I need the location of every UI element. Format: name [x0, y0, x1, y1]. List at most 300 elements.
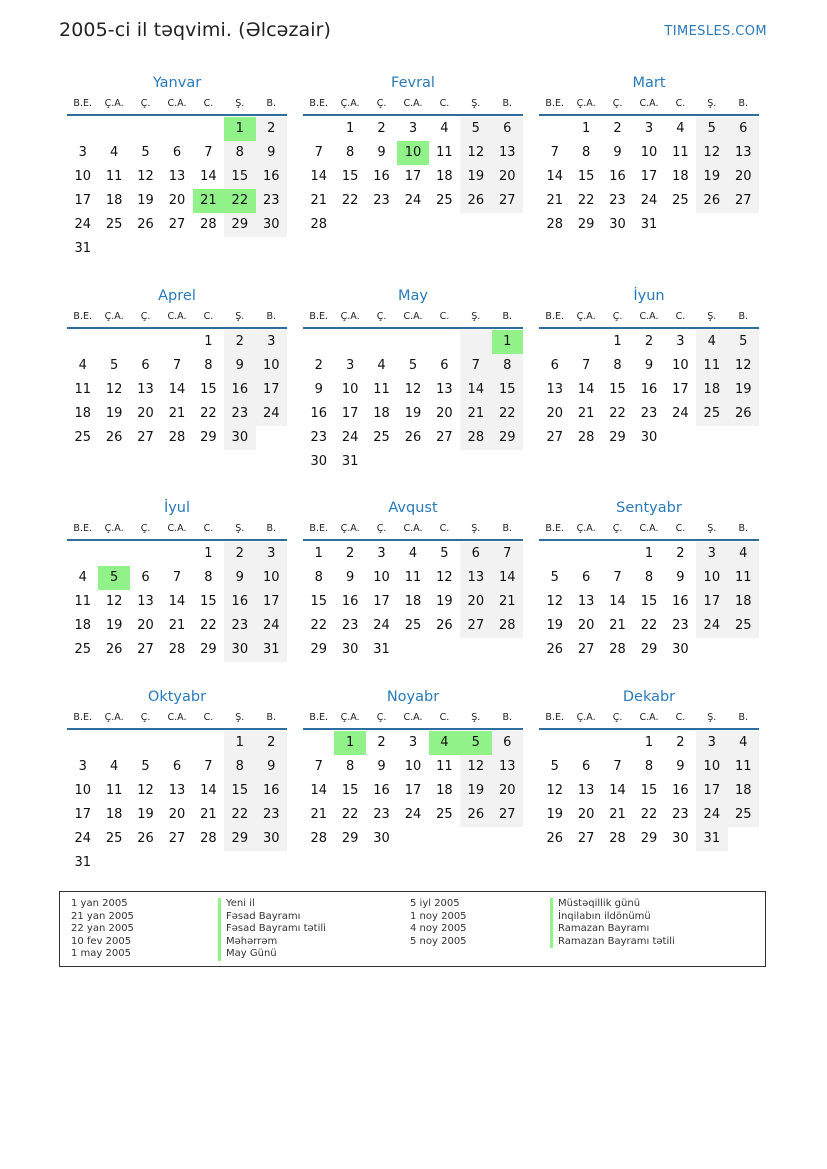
- day-cell: 8: [345, 145, 355, 160]
- day-cell: 31: [74, 241, 91, 256]
- day-cell: 11: [436, 759, 453, 774]
- day-cell: 21: [492, 590, 523, 614]
- weekday-label: B.E.: [309, 712, 328, 723]
- empty-cell: [539, 731, 570, 755]
- day-cell: 22: [341, 193, 359, 208]
- empty-cell: [570, 542, 601, 566]
- weekday-label: C.A.: [639, 98, 659, 109]
- day-cell: 29: [492, 426, 523, 450]
- day-cell: 6: [141, 570, 150, 585]
- day-cell: 30: [224, 638, 255, 662]
- legend-date: 5 iyl 2005: [410, 898, 460, 909]
- day-cell: 21: [609, 618, 626, 633]
- legend-dates: [410, 898, 467, 948]
- day-cell: 1: [581, 121, 591, 136]
- day-cell: 31: [373, 642, 390, 657]
- day-grid: [303, 329, 523, 474]
- day-cell: 3: [78, 759, 87, 774]
- month-4: [67, 285, 287, 450]
- weekday-label: B.E.: [309, 523, 328, 534]
- day-cell: 5: [728, 330, 759, 354]
- day-cell: 16: [373, 783, 390, 798]
- day-cell: 14: [200, 169, 217, 184]
- day-cell: 18: [728, 590, 759, 614]
- day-cell: 25: [74, 430, 91, 445]
- day-cell: 19: [460, 165, 491, 189]
- day-cell: 30: [609, 217, 626, 232]
- empty-cell: [429, 330, 460, 354]
- weekday-label: Ş.: [471, 712, 481, 723]
- day-cell: 21: [200, 807, 217, 822]
- day-cell: 19: [436, 594, 453, 609]
- day-cell: 9: [377, 759, 386, 774]
- day-cell: 23: [341, 618, 359, 633]
- day-cell: 29: [577, 217, 595, 232]
- day-cell: 22: [640, 618, 658, 633]
- day-cell: 3: [345, 358, 355, 373]
- day-cell: 28: [168, 642, 186, 657]
- day-cell: 9: [256, 141, 287, 165]
- day-cell: 7: [314, 759, 323, 774]
- day-cell: 11: [728, 566, 759, 590]
- month-name: Aprel: [158, 288, 196, 304]
- day-cell: 17: [696, 590, 727, 614]
- day-cell: 17: [256, 590, 287, 614]
- day-cell: 18: [105, 807, 123, 822]
- empty-cell: [67, 542, 98, 566]
- weekday-label: B.E.: [73, 98, 92, 109]
- day-cell: 19: [460, 779, 491, 803]
- day-cell: 18: [672, 169, 689, 184]
- day-cell: 10: [373, 570, 390, 585]
- day-cell: 21: [577, 406, 595, 421]
- weekday-label: Ş.: [471, 311, 481, 322]
- day-cell: 21: [609, 807, 626, 822]
- empty-cell: [303, 731, 334, 755]
- day-cell: 30: [224, 426, 255, 450]
- day-cell: 1: [204, 546, 213, 561]
- empty-cell: [602, 542, 633, 566]
- day-cell: 29: [200, 430, 217, 445]
- day-cell: 15: [640, 783, 658, 798]
- weekday-label: Ç.A.: [104, 311, 124, 322]
- day-grid: [539, 116, 759, 237]
- weekday-label: Ç.A.: [340, 712, 360, 723]
- day-cell: 30: [256, 213, 287, 237]
- day-cell: 13: [168, 783, 186, 798]
- empty-cell: [570, 330, 601, 354]
- holiday-day-cell: 5: [98, 566, 129, 590]
- day-cell: 6: [550, 358, 559, 373]
- weekday-label: C.: [203, 712, 214, 723]
- day-grid: [539, 541, 759, 662]
- day-cell: 10: [696, 566, 727, 590]
- day-cell: 24: [373, 618, 390, 633]
- day-cell: 6: [581, 570, 591, 585]
- day-cell: 31: [341, 454, 359, 469]
- day-cell: 2: [256, 117, 287, 141]
- day-cell: 28: [492, 614, 523, 638]
- day-cell: 24: [256, 402, 287, 426]
- day-cell: 4: [78, 570, 87, 585]
- day-cell: 23: [640, 406, 658, 421]
- empty-cell: [67, 731, 98, 755]
- weekday-header: [67, 307, 287, 329]
- day-cell: 11: [373, 382, 390, 397]
- weekday-label: C.: [675, 523, 686, 534]
- day-cell: 27: [168, 217, 186, 232]
- day-cell: 14: [168, 382, 186, 397]
- empty-cell: [161, 330, 192, 354]
- month-9: [539, 497, 759, 662]
- day-cell: 20: [728, 165, 759, 189]
- day-cell: 23: [373, 193, 390, 208]
- day-cell: 23: [672, 807, 689, 822]
- day-cell: 22: [224, 803, 255, 827]
- day-cell: 2: [377, 121, 386, 136]
- day-cell: 26: [105, 430, 123, 445]
- day-cell: 17: [341, 406, 359, 421]
- day-cell: 20: [168, 193, 186, 208]
- day-cell: 28: [168, 430, 186, 445]
- month-name: Fevral: [391, 75, 435, 91]
- day-cell: 7: [613, 570, 622, 585]
- weekday-label: C.A.: [167, 311, 187, 322]
- empty-cell: [334, 330, 365, 354]
- day-cell: 9: [345, 570, 355, 585]
- day-cell: 18: [436, 783, 453, 798]
- day-cell: 12: [696, 141, 727, 165]
- weekday-label: Ç.A.: [340, 523, 360, 534]
- day-cell: 21: [168, 618, 186, 633]
- day-cell: 17: [672, 382, 689, 397]
- day-cell: 11: [728, 755, 759, 779]
- day-cell: 16: [609, 169, 626, 184]
- day-cell: 25: [105, 217, 123, 232]
- day-cell: 14: [460, 378, 491, 402]
- month-2: [303, 72, 523, 237]
- month-name: Sentyabr: [616, 500, 682, 516]
- day-cell: 14: [310, 169, 327, 184]
- weekday-label: B.E.: [73, 523, 92, 534]
- day-cell: 11: [404, 570, 422, 585]
- day-cell: 5: [109, 358, 119, 373]
- empty-cell: [161, 731, 192, 755]
- day-cell: 12: [105, 594, 123, 609]
- holiday-day-cell: 1: [492, 330, 523, 354]
- day-grid: [67, 541, 287, 662]
- day-cell: 11: [74, 382, 91, 397]
- day-cell: 20: [492, 779, 523, 803]
- day-cell: 22: [200, 406, 217, 421]
- weekday-label: C.A.: [167, 712, 187, 723]
- weekday-label: B.: [738, 98, 749, 109]
- day-cell: 6: [172, 759, 182, 774]
- day-cell: 24: [74, 831, 91, 846]
- day-cell: 27: [577, 642, 595, 657]
- day-cell: 25: [672, 193, 689, 208]
- day-cell: 11: [105, 783, 123, 798]
- day-cell: 17: [373, 594, 390, 609]
- month-8: [303, 497, 523, 662]
- empty-cell: [98, 117, 129, 141]
- month-1: [67, 72, 287, 261]
- weekday-label: Ç.: [140, 98, 151, 109]
- day-cell: 30: [256, 827, 287, 851]
- day-cell: 11: [436, 145, 453, 160]
- day-cell: 12: [728, 354, 759, 378]
- day-cell: 10: [341, 382, 359, 397]
- day-cell: 16: [373, 169, 390, 184]
- day-cell: 11: [696, 354, 727, 378]
- weekday-header: [539, 94, 759, 116]
- day-cell: 9: [224, 354, 255, 378]
- day-cell: 9: [676, 570, 685, 585]
- day-cell: 30: [672, 642, 689, 657]
- day-cell: 20: [460, 590, 491, 614]
- day-cell: 9: [613, 145, 622, 160]
- day-cell: 28: [609, 642, 626, 657]
- day-cell: 3: [696, 731, 727, 755]
- legend-date: 21 yan 2005: [71, 910, 134, 922]
- legend-date: 10 fev 2005: [71, 935, 132, 947]
- empty-cell: [460, 330, 491, 354]
- day-cell: 31: [256, 638, 287, 662]
- day-cell: 9: [224, 566, 255, 590]
- day-cell: 4: [696, 330, 727, 354]
- day-cell: 19: [546, 618, 563, 633]
- day-cell: 26: [105, 642, 123, 657]
- day-cell: 25: [696, 402, 727, 426]
- weekday-header: [539, 519, 759, 541]
- day-cell: 9: [314, 382, 323, 397]
- day-cell: 3: [408, 121, 418, 136]
- day-cell: 16: [256, 165, 287, 189]
- month-7: [67, 497, 287, 662]
- day-cell: 5: [460, 117, 491, 141]
- day-cell: 14: [609, 783, 626, 798]
- holiday-day-cell: 4: [429, 731, 460, 755]
- weekday-label: Ş.: [235, 311, 245, 322]
- day-cell: 28: [577, 430, 595, 445]
- day-cell: 9: [377, 145, 386, 160]
- month-3: [539, 72, 759, 237]
- holiday-day-cell: 1: [334, 731, 365, 755]
- day-cell: 13: [728, 141, 759, 165]
- day-cell: 16: [310, 406, 327, 421]
- holiday-day-cell: 10: [397, 141, 428, 165]
- day-cell: 10: [404, 759, 422, 774]
- day-cell: 23: [224, 402, 255, 426]
- day-cell: 10: [696, 755, 727, 779]
- weekday-label: B.: [502, 98, 513, 109]
- weekday-header: [303, 307, 523, 329]
- day-cell: 5: [141, 145, 150, 160]
- day-cell: 9: [644, 358, 654, 373]
- day-cell: 24: [696, 614, 727, 638]
- day-cell: 10: [74, 783, 91, 798]
- weekday-label: C.: [675, 712, 686, 723]
- weekday-label: C.A.: [167, 523, 187, 534]
- day-cell: 28: [200, 217, 217, 232]
- page-title: 2005-ci il təqvimi. (Əlcəzair): [59, 19, 332, 41]
- weekday-header: [303, 708, 523, 730]
- empty-cell: [130, 117, 161, 141]
- legend-date: 1 yan 2005: [71, 898, 128, 909]
- day-cell: 11: [105, 169, 123, 184]
- day-cell: 12: [404, 382, 422, 397]
- day-cell: 27: [546, 430, 563, 445]
- day-cell: 18: [436, 169, 453, 184]
- day-cell: 25: [373, 430, 390, 445]
- day-cell: 12: [436, 570, 453, 585]
- legend-holiday-name: Yeni il: [218, 898, 326, 911]
- weekday-label: Ç.A.: [104, 98, 124, 109]
- weekday-header: [539, 307, 759, 329]
- empty-cell: [397, 330, 428, 354]
- day-cell: 18: [74, 406, 91, 421]
- weekday-header: [539, 708, 759, 730]
- day-cell: 5: [550, 759, 559, 774]
- day-cell: 13: [168, 169, 186, 184]
- day-cell: 24: [256, 614, 287, 638]
- empty-cell: [161, 542, 192, 566]
- day-cell: 2: [224, 330, 255, 354]
- day-cell: 2: [224, 542, 255, 566]
- day-cell: 13: [492, 141, 523, 165]
- day-cell: 16: [224, 378, 255, 402]
- day-cell: 18: [696, 378, 727, 402]
- day-cell: 2: [613, 121, 622, 136]
- month-name: İyul: [163, 500, 191, 516]
- weekday-label: C.A.: [639, 311, 659, 322]
- holiday-day-cell: 5: [460, 731, 491, 755]
- day-cell: 8: [613, 358, 622, 373]
- day-cell: 8: [492, 354, 523, 378]
- day-cell: 12: [105, 382, 123, 397]
- day-cell: 8: [224, 755, 255, 779]
- day-cell: 13: [577, 783, 595, 798]
- day-cell: 31: [696, 827, 727, 851]
- day-cell: 6: [460, 542, 491, 566]
- day-cell: 20: [577, 618, 595, 633]
- weekday-header: [67, 519, 287, 541]
- weekday-label: B.: [266, 98, 277, 109]
- weekday-label: B.E.: [309, 311, 328, 322]
- day-grid: [539, 329, 759, 450]
- day-cell: 10: [256, 566, 287, 590]
- month-12: [539, 686, 759, 851]
- empty-cell: [130, 542, 161, 566]
- day-cell: 25: [436, 807, 453, 822]
- weekday-header: [67, 708, 287, 730]
- weekday-label: C.A.: [639, 523, 659, 534]
- day-cell: 6: [492, 731, 523, 755]
- day-cell: 14: [168, 594, 186, 609]
- day-cell: 15: [224, 779, 255, 803]
- day-cell: 23: [224, 614, 255, 638]
- day-cell: 21: [460, 402, 491, 426]
- weekday-label: Ç.A.: [104, 712, 124, 723]
- day-cell: 8: [204, 358, 213, 373]
- day-cell: 12: [460, 755, 491, 779]
- brand-link[interactable]: TIMESLES.COM: [664, 24, 767, 39]
- day-cell: 6: [581, 759, 591, 774]
- day-cell: 8: [581, 145, 591, 160]
- legend-holiday-name: Ramazan Bayramı: [550, 923, 675, 936]
- day-cell: 24: [640, 193, 658, 208]
- month-11: [303, 686, 523, 851]
- day-cell: 5: [550, 570, 559, 585]
- month-name: May: [398, 288, 428, 304]
- weekday-label: Ç.A.: [576, 311, 596, 322]
- weekday-label: Ç.A.: [576, 523, 596, 534]
- day-cell: 18: [404, 594, 422, 609]
- day-cell: 15: [577, 169, 595, 184]
- day-cell: 27: [492, 803, 523, 827]
- day-cell: 11: [74, 594, 91, 609]
- legend-names: [550, 898, 675, 948]
- day-cell: 17: [696, 779, 727, 803]
- day-cell: 26: [728, 402, 759, 426]
- day-cell: 19: [137, 807, 154, 822]
- weekday-label: Ç.A.: [576, 712, 596, 723]
- empty-cell: [366, 330, 397, 354]
- day-cell: 26: [460, 803, 491, 827]
- legend-holiday-name: Fəsad Bayramı tətili: [218, 923, 326, 936]
- weekday-header: [303, 94, 523, 116]
- day-cell: 19: [404, 406, 422, 421]
- day-cell: 21: [546, 193, 563, 208]
- day-cell: 23: [310, 430, 327, 445]
- empty-cell: [303, 330, 334, 354]
- weekday-header: [67, 94, 287, 116]
- legend-holiday-name: Ramazan Bayramı tətili: [550, 936, 675, 949]
- weekday-label: B.: [738, 712, 749, 723]
- day-cell: 10: [256, 354, 287, 378]
- day-cell: 26: [696, 189, 727, 213]
- day-cell: 7: [581, 358, 591, 373]
- empty-cell: [570, 731, 601, 755]
- day-cell: 1: [613, 334, 622, 349]
- legend-holiday-name: Məhərrəm: [218, 936, 326, 949]
- day-cell: 2: [676, 735, 685, 750]
- day-cell: 24: [672, 406, 689, 421]
- weekday-label: Ş.: [235, 523, 245, 534]
- day-cell: 3: [256, 542, 287, 566]
- day-cell: 22: [609, 406, 626, 421]
- weekday-label: Ç.: [376, 311, 387, 322]
- weekday-label: B.: [266, 311, 277, 322]
- day-cell: 28: [310, 831, 327, 846]
- day-cell: 6: [492, 117, 523, 141]
- day-cell: 2: [377, 735, 386, 750]
- day-cell: 11: [672, 145, 689, 160]
- legend-date: 1 noy 2005: [410, 910, 467, 922]
- day-cell: 10: [74, 169, 91, 184]
- day-cell: 17: [404, 783, 422, 798]
- day-cell: 20: [168, 807, 186, 822]
- day-cell: 8: [644, 759, 654, 774]
- legend-date: 4 noy 2005: [410, 923, 467, 935]
- day-cell: 15: [200, 382, 217, 397]
- day-cell: 9: [676, 759, 685, 774]
- day-cell: 23: [256, 189, 287, 213]
- day-cell: 27: [137, 642, 154, 657]
- day-cell: 7: [550, 145, 559, 160]
- day-cell: 17: [74, 193, 91, 208]
- weekday-label: Ş.: [235, 712, 245, 723]
